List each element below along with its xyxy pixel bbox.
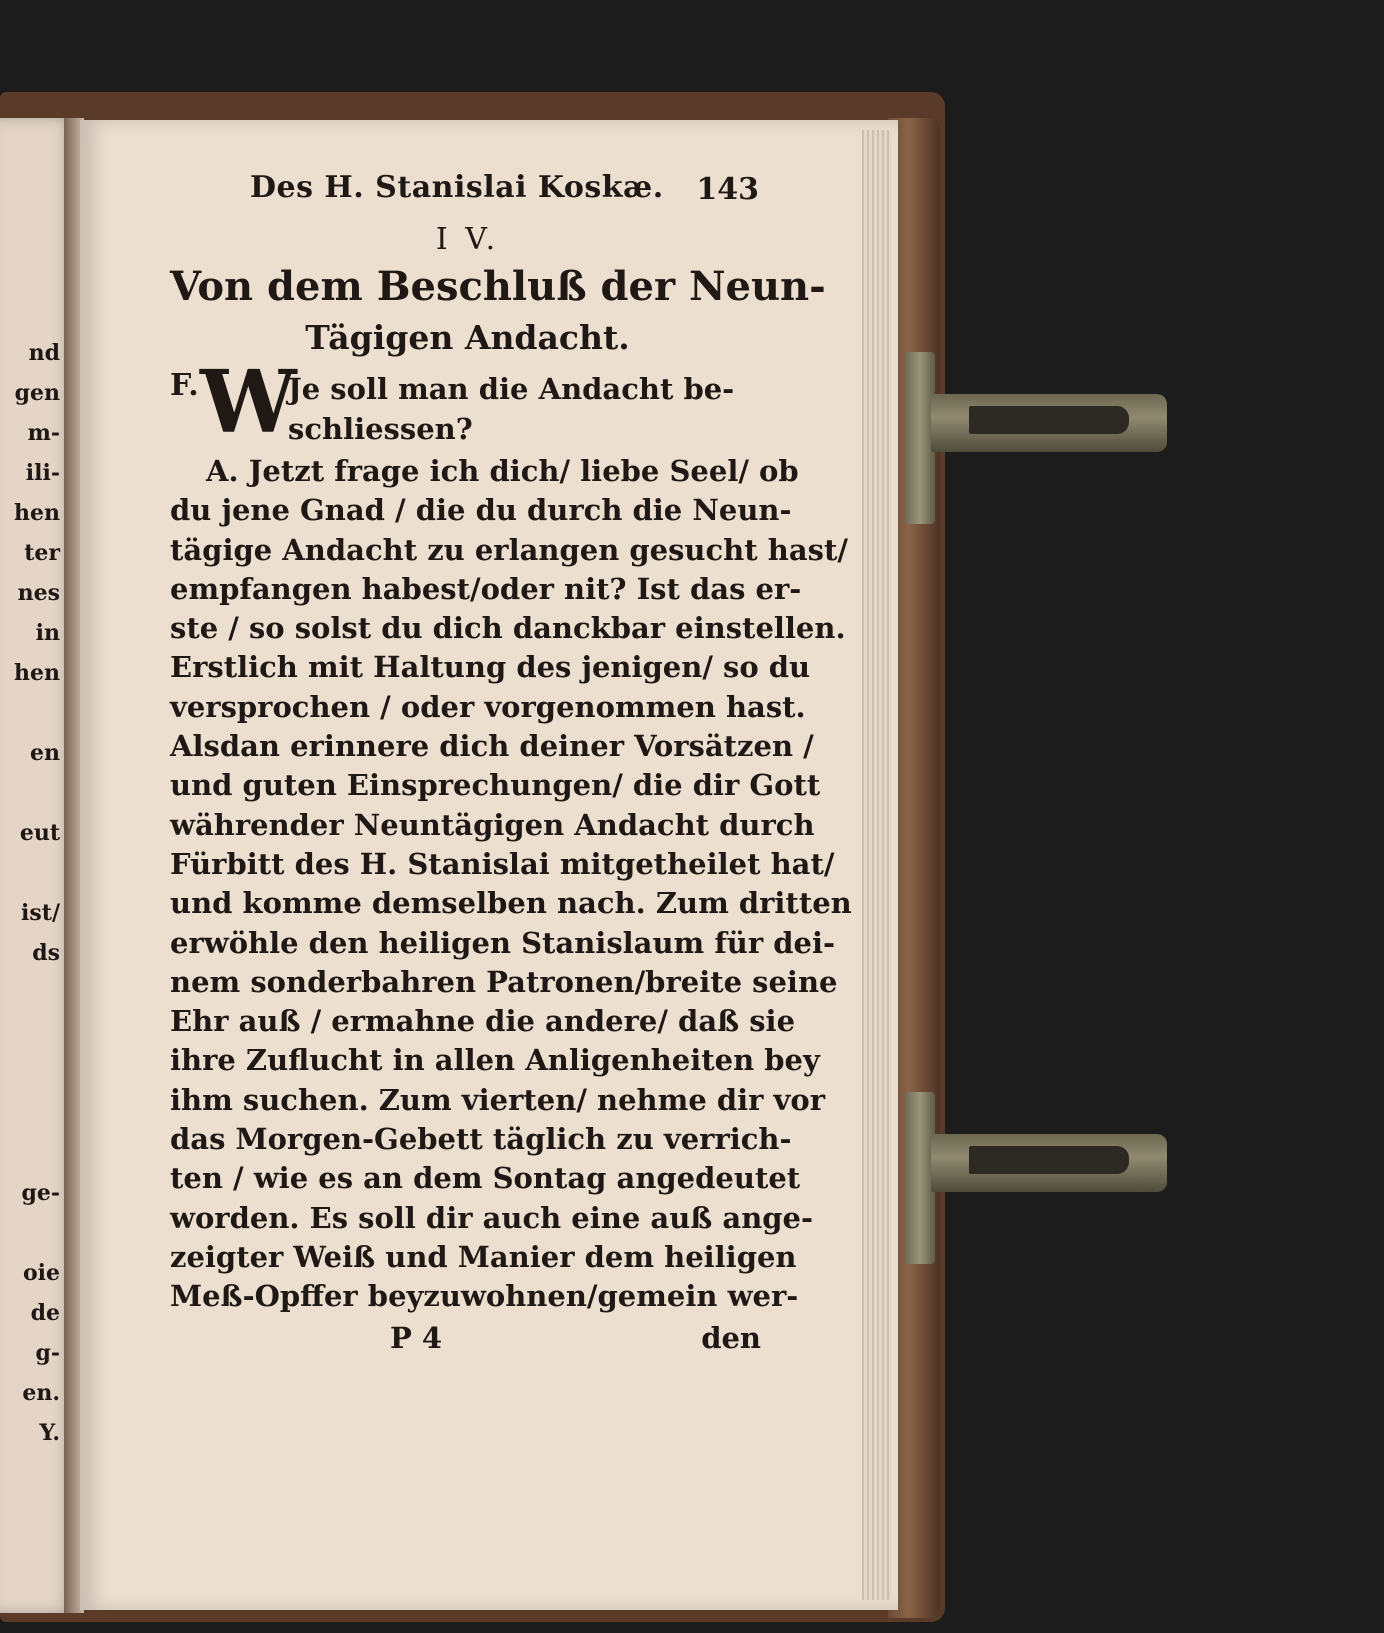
- chapter-heading-line1: Von dem Beschluß der Neun-: [170, 263, 826, 310]
- text-line: worden. Es soll dir auch eine auß ange-: [170, 1200, 814, 1235]
- left-page-line: [0, 973, 60, 1013]
- answer-text: [170, 452, 852, 1317]
- text-line: Alsdan erinnere dich deiner Vorsätzen /: [170, 729, 814, 764]
- left-page-line: ili-: [25, 460, 60, 486]
- text-line: A. Jetzt frage ich dich/ liebe Seel/ ob: [206, 454, 799, 488]
- left-page-text: [0, 333, 60, 1483]
- left-page-line: hen: [14, 500, 60, 526]
- left-page-line: [0, 1053, 60, 1093]
- left-page-line: [0, 693, 60, 733]
- text-line: du jene Gnad / die du durch die Neun-: [170, 493, 792, 528]
- question-marker: F.: [170, 368, 199, 403]
- running-head: [170, 170, 765, 220]
- left-page-line: en: [30, 740, 60, 766]
- left-page-line: nd: [28, 340, 60, 366]
- running-head-title: Des H. Stanislai Koskæ.: [250, 170, 664, 205]
- clasp-slot: [969, 406, 1129, 434]
- left-page-line: ge-: [21, 1180, 60, 1206]
- catchword: den: [701, 1320, 761, 1355]
- left-page-line: ist/: [21, 900, 60, 926]
- left-page-line: [0, 1093, 60, 1133]
- text-line: empfangen habest/oder nit? Ist das er-: [170, 571, 802, 606]
- left-page-line: de: [30, 1300, 60, 1326]
- text-line: ste / so solst du dich danckbar einstellen.: [170, 611, 846, 646]
- text-line: Erstlich mit Haltung des jenigen/ so du: [170, 650, 811, 685]
- text-line: und komme demselben nach. Zum dritten: [170, 886, 852, 921]
- text-line: währender Neuntägigen Andacht durch: [170, 807, 815, 842]
- left-page-line: ds: [32, 940, 60, 966]
- signature-mark: P 4: [390, 1320, 443, 1355]
- left-page-line: gen: [14, 380, 60, 406]
- text-line: Fürbitt des H. Stanislai mitgetheilet hat/: [170, 846, 835, 881]
- left-page-line: [0, 1013, 60, 1053]
- text-line: das Morgen-Gebett täglich zu verrich-: [170, 1122, 792, 1157]
- clasp-slot: [969, 1146, 1129, 1174]
- text-line: ten / wie es an dem Sontag angedeutet: [170, 1161, 801, 1196]
- page-edges: [862, 130, 892, 1600]
- left-page-line: hen: [14, 660, 60, 686]
- left-page-line: g-: [35, 1340, 60, 1366]
- text-line: versprochen / oder vorgenommen hast.: [170, 689, 806, 724]
- text-line: nem sonderbahren Patronen/breite seine: [170, 964, 838, 999]
- text-line: ihm suchen. Zum vierten/ nehme dir vor: [170, 1082, 826, 1117]
- page-number: 143: [696, 172, 759, 207]
- left-page-line: oie: [22, 1260, 60, 1286]
- right-page-text: [170, 170, 852, 1365]
- text-line: zeigter Weiß und Manier dem heiligen: [170, 1239, 797, 1274]
- question-line: schliessen?: [288, 412, 473, 446]
- text-line: Ehr auß / ermahne die andere/ daß sie: [170, 1004, 796, 1039]
- left-page-line: [0, 773, 60, 813]
- text-line: erwöhle den heiligen Stanislaum für dei-: [170, 925, 836, 960]
- question-line: Je soll man die Andacht be-: [288, 372, 735, 406]
- chapter-number: I V.: [435, 222, 500, 257]
- left-page-line: en.: [22, 1380, 60, 1406]
- question-block: [170, 352, 765, 453]
- left-page-line: ter: [24, 540, 60, 566]
- page-footer: [170, 1321, 765, 1365]
- drop-cap: W: [200, 352, 297, 453]
- left-page-line: Y.: [39, 1420, 60, 1446]
- text-line: tägige Andacht zu erlangen gesucht hast/: [170, 532, 848, 567]
- chapter-heading-line2: Tägigen Andacht.: [305, 318, 630, 357]
- text-line: und guten Einsprechungen/ die dir Gott: [170, 768, 821, 803]
- left-page-line: eut: [19, 820, 60, 846]
- text-line: Meß-Opffer beyzuwohnen/gemein wer-: [170, 1279, 799, 1314]
- left-page-line: [0, 1133, 60, 1173]
- text-line: ihre Zuflucht in allen Anligenheiten bey: [170, 1043, 820, 1078]
- left-page-line: [0, 1213, 60, 1253]
- left-page-line: in: [35, 620, 60, 646]
- left-page-line: [0, 853, 60, 893]
- left-page-line: nes: [17, 580, 60, 606]
- left-page-line: m-: [27, 420, 60, 446]
